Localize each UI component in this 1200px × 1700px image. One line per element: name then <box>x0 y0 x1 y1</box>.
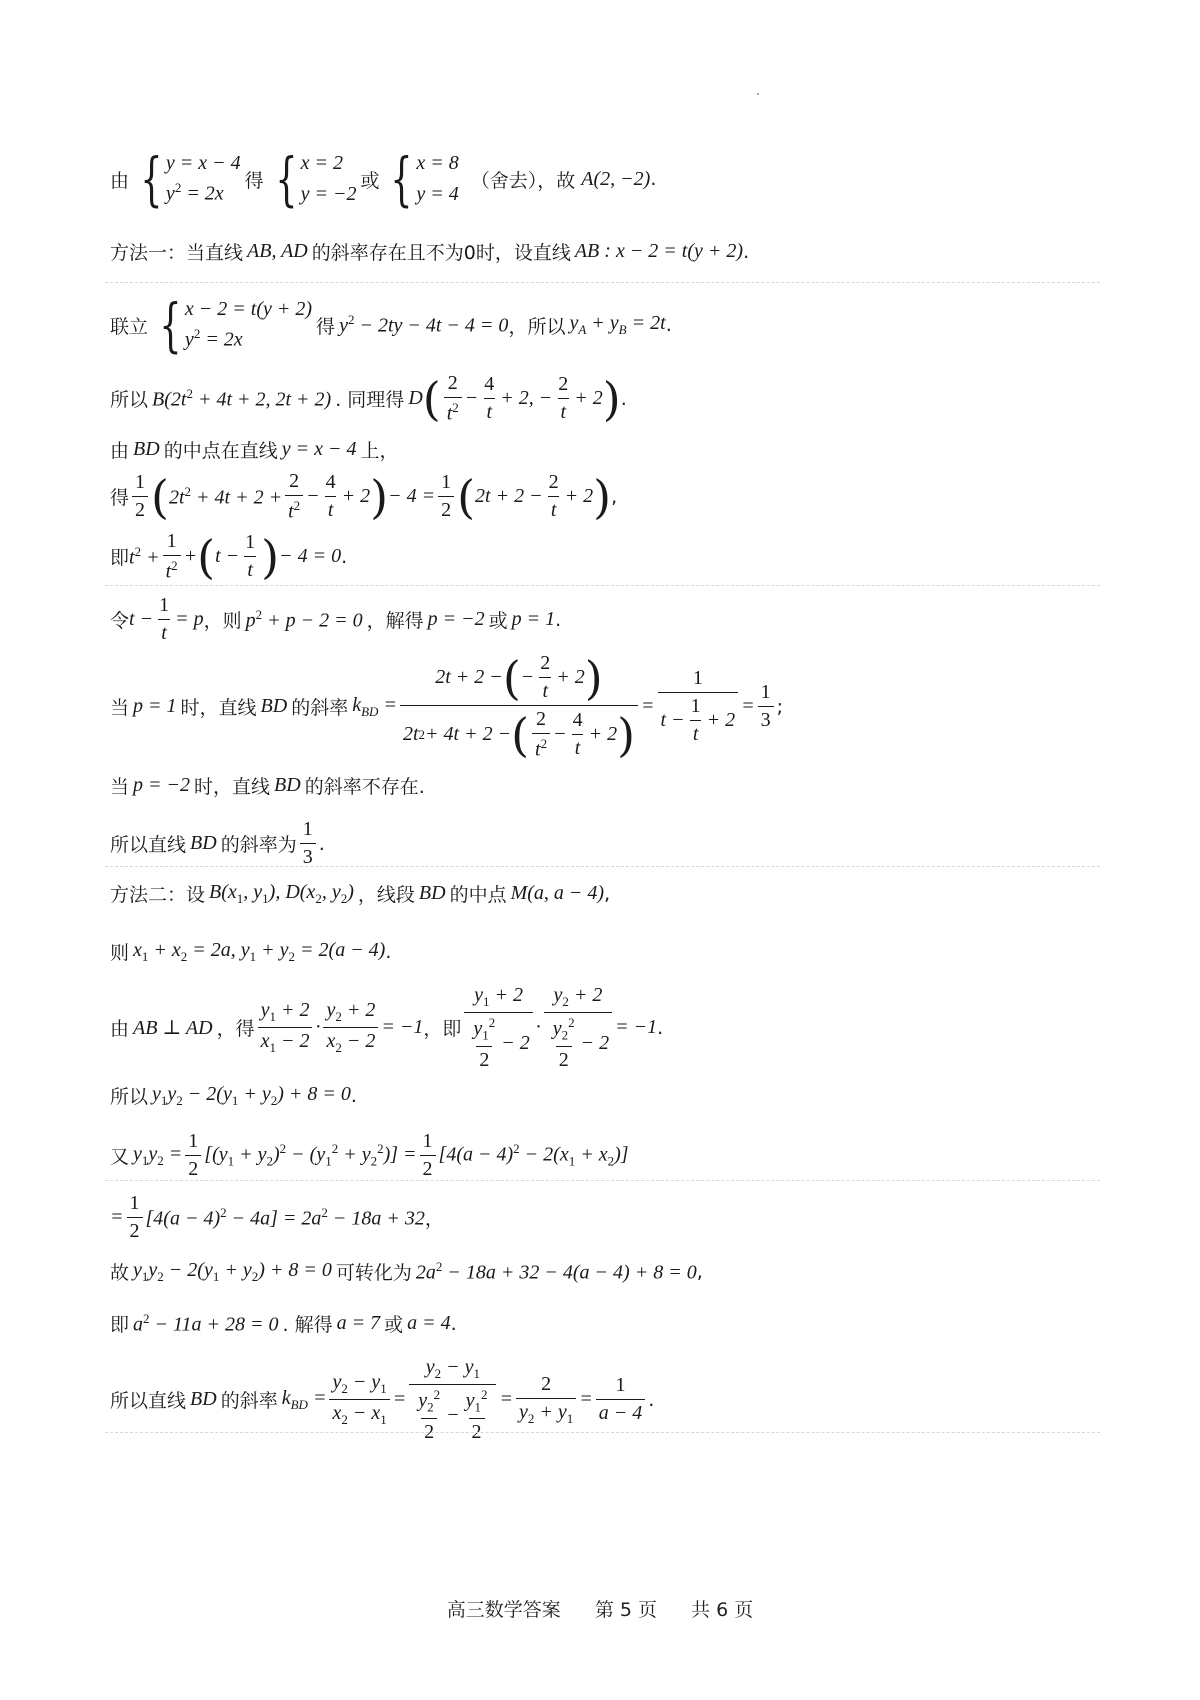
text: 或 <box>360 169 380 192</box>
separator <box>105 1432 1100 1433</box>
text: . <box>555 608 562 631</box>
slope-case-2: 当 p = −2 时，直线 BD 的斜率不存在. <box>110 774 425 798</box>
text: ，得 <box>216 1018 255 1041</box>
text: 或 <box>384 1314 404 1336</box>
text: . <box>341 545 348 568</box>
text: 时，直线 <box>180 697 257 720</box>
text: 的斜率不存在. <box>304 776 425 798</box>
equation-system: { x = 2 y = −2 <box>275 145 357 213</box>
text: ， <box>424 1208 444 1230</box>
text: 故 <box>110 1262 130 1284</box>
method-one-line: 方法一：当直线 AB, AD 的斜率存在且不为0时，设直线 AB : x − 2 = t(y + 2) . <box>110 240 750 264</box>
quadratic-line: 即 $a^2 - 11a + 28 = 0$ . 解得 a = 7 或 a = 4 . <box>110 1310 457 1336</box>
text: 所以 <box>110 1086 149 1108</box>
text: 方法二：设 <box>110 884 206 906</box>
separator <box>105 282 1100 283</box>
text: 令 <box>110 610 130 632</box>
text: 的斜率为 <box>220 834 297 856</box>
separator <box>105 585 1100 586</box>
joint-line: 联立 { x − 2 = t(y + 2) $y^2 = 2x$ 得 $y^2 - 2ty - 4t - 4 = 0$ ，所以 $y_A + y_B = 2t$ . <box>110 291 672 359</box>
text: 所以 <box>110 389 149 412</box>
text: 可转化为 <box>335 1262 412 1284</box>
solution-line-1: 由 { y = x − 4 $y^2 = 2x$ 得 { x = 2 y = −2 或 { x = 8 y = 4 （舍去），故 A(2, −2) . <box>110 145 657 213</box>
final-slope: 所以直线 BD 的斜率 $k_{BD}$ = $\frac{y_2 - y_1}{x_2 - x_1}$ = $y_2 - y_1$ $y_2^2$ 2 − $y_1^2$ 2 = $\frac{2}{y_2 + y_1}$ = $\frac{1}{a - 4}$ . <box>110 1356 655 1443</box>
sum-line: 则 $x_1 + x_2 = 2a$, $y_1 + y_2 = 2(a - 4)$ . <box>110 938 392 964</box>
text: , <box>611 485 618 508</box>
text: . <box>743 240 750 263</box>
text: . <box>450 1312 457 1335</box>
product-simplified: = $\frac{1}{2}$ $[4(a - 4)^2 - 4a] = 2a^2 - 18a + 32$ ， <box>110 1192 444 1242</box>
text: . <box>665 314 672 336</box>
text: 又 <box>110 1146 130 1168</box>
slope-case-1: 当 p = 1 时，直线 BD 的斜率 $k_{BD}$ = 2t + 2 − ( − 2 t + 2 ) 2t 2 + 4t + 2 − ( 2 $t^2$ − 4 t + 2 ) = 1 t − 1 t + 2 = $\frac{1}{3}$ ; <box>110 650 783 762</box>
text: . 同理得 <box>335 389 405 412</box>
text: . <box>650 168 657 190</box>
midpoint-line: 由 BD 的中点在直线 y = x − 4 上， <box>110 438 399 462</box>
text: 方法一：当直线 <box>110 242 244 264</box>
substitution-line: 令 t − $\frac{1}{t}$ = p ，则 $p^2 + p - 2 = 0$ ，解得 p = −2 或 p = 1 . <box>110 594 562 644</box>
text: 即 <box>110 547 130 570</box>
product-expansion: 又 $y_1y_2$ = $\frac{1}{2}$ $[(y_1 + y_2)^2 - (y_1^2 + y_2^2)]$ = $\frac{1}{2}$ $[4(a - 4)^2 - 2(x_1 + x_2)]$ <box>110 1130 629 1180</box>
text: 的中点 <box>449 884 507 906</box>
method-two-line: 方法二：设 $B(x_1$, $y_1$), $D(x_2$, $y_2$) ，线段 BD 的中点 M(a, a − 4) , <box>110 880 611 906</box>
product-line: 所以 $y_1y_2 - 2(y_1 + y_2) + 8 = 0$ . <box>110 1082 357 1108</box>
text: ，线段 <box>357 884 415 906</box>
text: 联立 <box>110 315 149 338</box>
text: 即 <box>110 1314 130 1336</box>
speck <box>757 93 759 95</box>
text: . <box>657 1016 664 1039</box>
text: 得 <box>316 315 336 338</box>
perpendicular-line: 由 AB ⊥ AD ，得 $y_1 + 2$ $x_1 - 2$ · $\frac{y_2 + 2}{x_2 - 2}$ = −1 ，即 $y_1 + 2$ $y_1^2$ 2 − 2 · $y_2 + 2$ $y_2^2$ 2 − 2 = −1 . <box>110 984 664 1071</box>
text: . <box>318 832 325 855</box>
text: , <box>604 882 611 905</box>
text: 时，直线 <box>194 776 271 798</box>
text: 或 <box>488 610 508 632</box>
text: 上， <box>360 440 399 462</box>
result-1: 所以直线 BD 的斜率为 1 3 . <box>110 818 325 868</box>
text: ，解得 <box>366 610 424 632</box>
midpoint-equation: 得 1 2 ( $2t^2 + 4t + 2$ + $\frac{2}{t^2}$ − $\frac{4}{t}$ + 2 ) − 4 = $\frac{1}{2}$ ( 2t + 2 − $\frac{2}{t}$ + 2 ) , <box>110 469 618 524</box>
text: . <box>648 1388 655 1411</box>
text: 的斜率存在且不为0时，设直线 <box>311 242 571 264</box>
text: . <box>350 1084 357 1107</box>
text: . 解得 <box>282 1314 333 1336</box>
text: 的斜率 <box>291 697 349 720</box>
text: . <box>385 940 392 963</box>
text: 由 <box>110 169 130 192</box>
text: 得 <box>244 169 264 192</box>
text: ，即 <box>423 1018 462 1041</box>
page-footer <box>0 1595 1200 1622</box>
text: 的斜率 <box>220 1390 278 1413</box>
text: ，所以 <box>508 315 566 338</box>
text: （舍去），故 <box>470 169 576 192</box>
transform-line: 故 $y_1y_2 - 2(y_1 + y_2) + 8 = 0$ 可转化为 $2a^2 - 18a + 32 - 4(a - 4) + 8 = 0$ , <box>110 1258 703 1284</box>
text: , <box>696 1260 703 1283</box>
text: 则 <box>110 942 130 964</box>
footer-total: 共 6 页 <box>691 1599 754 1621</box>
text: 得 <box>110 487 130 510</box>
text: . <box>620 387 627 410</box>
text: 由 <box>110 440 130 462</box>
equation-system: { x − 2 = t(y + 2) $y^2 = 2x$ <box>159 291 313 359</box>
equation-system: { x = 8 y = 4 <box>390 145 459 213</box>
separator <box>105 1180 1100 1181</box>
footer-page: 第 5 页 <box>594 1599 657 1621</box>
text: 的中点在直线 <box>163 440 278 462</box>
separator <box>105 866 1100 867</box>
text: ; <box>776 695 783 718</box>
text: 所以直线 <box>110 834 187 856</box>
point-b-line: 所以 $B(2t^2 + 4t + 2$, 2t + 2) . 同理得 D ( 2 $t^2$ − $\frac{4}{t}$ + 2, − $\frac{2}{t}$ + 2 ) . <box>110 371 627 426</box>
text: 当 <box>110 776 130 798</box>
text: 由 <box>110 1018 130 1041</box>
text: 所以直线 <box>110 1390 187 1413</box>
equation-system: { y = x − 4 $y^2 = 2x$ <box>140 145 241 213</box>
ie-equation: 即 $t^2$ + $\frac{1}{t^2}$ + ( t − $\frac{1}{t}$ ) − 4 = 0 . <box>110 529 348 584</box>
text: 当 <box>110 697 130 720</box>
footer-subject: 高三数学答案 <box>446 1599 561 1621</box>
text: ，则 <box>203 610 242 632</box>
